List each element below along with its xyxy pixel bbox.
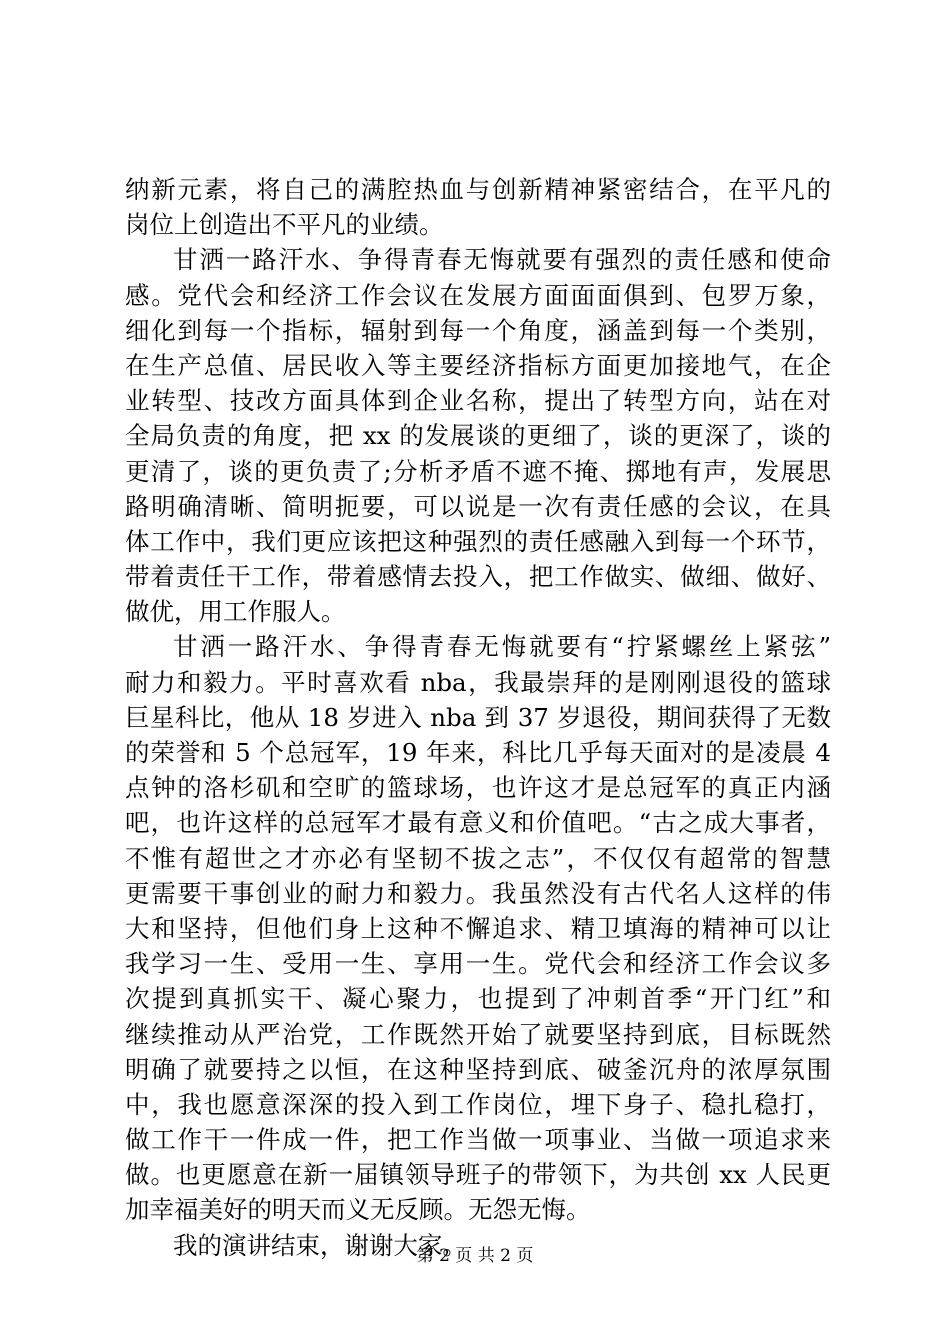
document-body — [125, 172, 831, 1263]
text-line: 在生产总值、居民收入等主要经济指标方面更加接地气，在企 — [125, 350, 831, 380]
text-line: 岗位上创造出不平凡的业绩。 — [125, 210, 444, 240]
text-line: 做工作干一件成一件，把工作当做一项事业、当做一项追求来 — [125, 1125, 831, 1155]
text-line: 我的演讲结束，谢谢大家。 — [173, 1230, 467, 1260]
text-line: 全局负责的角度，把 xx 的发展谈的更细了，谈的更深了，谈的 — [125, 421, 831, 451]
text-line: 点钟的洛杉矶和空旷的篮球场，也许这才是总冠军的真正内涵 — [125, 773, 831, 803]
text-line: 不惟有超世之才亦必有坚韧不拔之志”，不仅仅有超常的智慧 — [125, 843, 831, 873]
text-line: 感。党代会和经济工作会议在发展方面面面俱到、包罗万象， — [125, 280, 831, 310]
paragraph — [125, 629, 831, 1227]
text-line: 体工作中，我们更应该把这种强烈的责任感融入到每一个环节， — [125, 526, 831, 556]
page-footer: 第 2 页 共 2 页 — [416, 1246, 534, 1266]
paragraph — [125, 172, 831, 242]
text-line: 耐力和毅力。平时喜欢看 nba，我最崇拜的是刚刚退役的篮球 — [125, 667, 831, 697]
text-line: 我学习一生、受用一生、享用一生。党代会和经济工作会议多 — [125, 949, 831, 979]
text-line: 业转型、技改方面具体到企业名称，提出了转型方向，站在对 — [125, 386, 831, 416]
text-line: 更清了，谈的更负责了;分析矛盾不遮不掩、掷地有声，发展思 — [125, 456, 831, 486]
text-line: 甘洒一路汗水、争得青春无悔就要有“拧紧螺丝上紧弦” — [173, 632, 831, 662]
text-line: 吧，也许这样的总冠军才最有意义和价值吧。“古之成大事者， — [125, 808, 831, 838]
text-line: 中，我也愿意深深的投入到工作岗位，埋下身子、稳扎稳打， — [125, 1089, 831, 1119]
text-line: 明确了就要持之以恒，在这种坚持到底、破釜沉舟的浓厚氛围 — [125, 1054, 831, 1084]
text-line: 纳新元素，将自己的满腔热血与创新精神紧密结合，在平凡的 — [125, 175, 831, 204]
text-line: 的荣誉和 5 个总冠军，19 年来，科比几乎每天面对的是凌晨 4 — [125, 738, 831, 767]
text-line: 甘洒一路汗水、争得青春无悔就要有强烈的责任感和使命 — [173, 245, 831, 275]
text-line: 次提到真抓实干、凝心聚力，也提到了冲刺首季“开门红”和 — [125, 984, 831, 1014]
text-line: 巨星科比，他从 18 岁进入 nba 到 37 岁退役，期间获得了无数 — [125, 702, 831, 732]
text-line: 做。也更愿意在新一届镇领导班子的带领下，为共创 xx 人民更 — [125, 1160, 831, 1190]
text-line: 大和坚持，但他们身上这种不懈追求、精卫填海的精神可以让 — [125, 913, 831, 943]
text-line: 更需要干事创业的耐力和毅力。我虽然没有古代名人这样的伟 — [125, 878, 831, 908]
paragraph — [125, 242, 831, 629]
text-line: 带着责任干工作，带着感情去投入，把工作做实、做细、做好、 — [125, 562, 831, 592]
text-line: 继续推动从严治党，工作既然开始了就要坚持到底，目标既然 — [125, 1019, 831, 1049]
text-line: 路明确清晰、简明扼要，可以说是一次有责任感的会议，在具 — [125, 491, 831, 521]
text-line: 细化到每一个指标，辐射到每一个角度，涵盖到每一个类别， — [125, 315, 831, 345]
text-line: 加幸福美好的明天而义无反顾。无怨无悔。 — [125, 1195, 591, 1225]
text-line: 做优，用工作服人。 — [125, 597, 346, 627]
